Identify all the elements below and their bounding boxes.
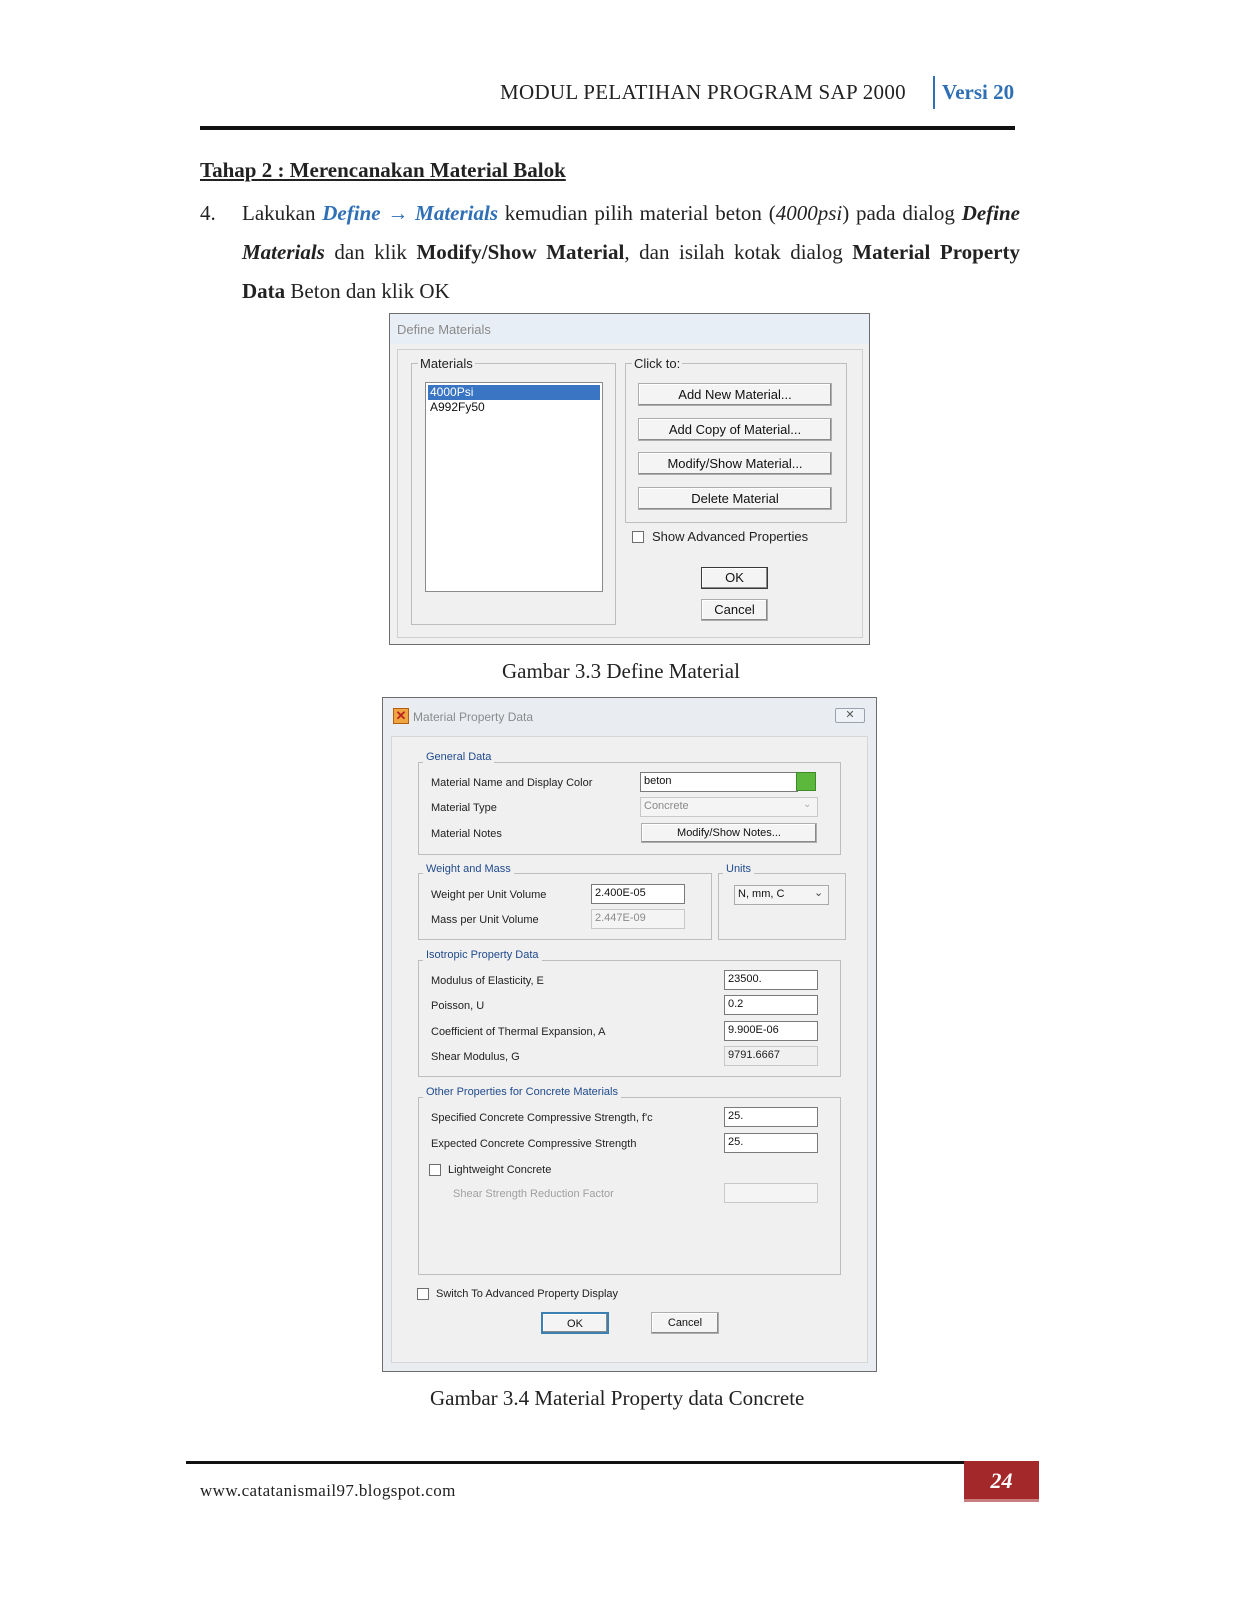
switch-advanced-label: Switch To Advanced Property Display [436, 1288, 618, 1300]
material-type-select[interactable]: Concrete [640, 797, 818, 817]
shear-reduction-label: Shear Strength Reduction Factor [453, 1188, 614, 1200]
material-name-input[interactable]: beton [640, 772, 798, 792]
material-type-label: Material Type [431, 802, 497, 814]
menu-materials: Materials [415, 201, 499, 225]
dialog-title: Define Materials [397, 322, 491, 337]
header-version: Versi 20 [942, 80, 1015, 104]
step-number: 4. [200, 201, 216, 225]
section-title: Tahap 2 : Merencanakan Material Balok [200, 158, 566, 182]
modify-show-material-button[interactable]: Modify/Show Material... [638, 452, 832, 475]
material-name-label: Material Name and Display Color [431, 777, 593, 789]
material-notes-label: Material Notes [431, 828, 502, 840]
shear-modulus-input: 9791.6667 [724, 1046, 818, 1066]
add-copy-material-button[interactable]: Add Copy of Material... [638, 418, 832, 441]
list-item-selected[interactable]: 4000Psi [428, 385, 600, 400]
lightweight-label: Lightweight Concrete [448, 1164, 552, 1176]
poisson-label: Poisson, U [431, 1000, 485, 1012]
dialog-name-define-materials: Define Materials [242, 201, 1021, 264]
header-separator [933, 76, 935, 109]
materials-listbox[interactable] [425, 382, 603, 592]
material-psi: 4000psi [775, 201, 843, 225]
thermal-input[interactable]: 9.900E-06 [724, 1021, 818, 1041]
display-color-swatch[interactable] [796, 772, 816, 791]
text-span: Beton dan klik OK [285, 279, 450, 303]
dialog-title: Material Property Data [413, 710, 534, 724]
text-span: dan klik [324, 240, 417, 264]
page-number: 24 [990, 1468, 1013, 1493]
isotropic-label: Isotropic Property Data [423, 949, 542, 961]
chevron-down-icon: ⌄ [803, 799, 812, 810]
materials-group-label: Materials [420, 356, 473, 371]
list-item[interactable]: A992Fy50 [430, 400, 485, 414]
elasticity-label: Modulus of Elasticity, E [431, 975, 544, 987]
text-span: , dan isilah kotak dialog [624, 240, 853, 264]
show-advanced-checkbox[interactable] [632, 531, 644, 543]
cancel-button[interactable]: Cancel [701, 599, 768, 621]
lightweight-checkbox[interactable] [429, 1164, 441, 1176]
expected-strength-label: Expected Concrete Compressive Strength [431, 1138, 637, 1150]
button-name-modify-show: Modify/Show Material [416, 240, 625, 264]
figure-caption-2: Gambar 3.4 Material Property data Concrete [430, 1386, 805, 1410]
figure-caption-1: Gambar 3.3 Define Material [502, 659, 740, 683]
show-advanced-label: Show Advanced Properties [652, 529, 809, 544]
material-property-dialog [382, 697, 877, 1372]
shear-reduction-input [724, 1183, 818, 1203]
text-span: Lakukan [242, 201, 323, 225]
header-title: MODUL PELATIHAN PROGRAM SAP 2000 [500, 80, 906, 104]
footer-rule [186, 1461, 964, 1464]
arrow: → [380, 201, 416, 225]
step-text [242, 194, 1020, 311]
expected-strength-input[interactable]: 25. [724, 1133, 818, 1153]
delete-material-button[interactable]: Delete Material [638, 487, 832, 510]
mass-input[interactable]: 2.447E-09 [591, 909, 685, 929]
page-number-underline [964, 1499, 1039, 1502]
other-properties-label: Other Properties for Concrete Materials [423, 1086, 621, 1098]
modify-show-notes-button[interactable]: Modify/Show Notes... [641, 823, 817, 843]
dialog-name-material-property: Material Property Data [242, 240, 1020, 303]
thermal-label: Coefficient of Thermal Expansion, A [431, 1026, 606, 1038]
fc-input[interactable]: 25. [724, 1107, 818, 1127]
ok-button[interactable]: OK [541, 1312, 609, 1334]
weight-input[interactable]: 2.400E-05 [591, 884, 685, 904]
mass-label: Mass per Unit Volume [431, 914, 539, 926]
click-to-group-label: Click to: [634, 356, 681, 371]
weight-mass-label: Weight and Mass [423, 863, 514, 875]
elasticity-input[interactable]: 23500. [724, 970, 818, 990]
add-new-material-button[interactable]: Add New Material... [638, 383, 832, 406]
fc-label: Specified Concrete Compressive Strength, f'c [431, 1112, 653, 1124]
menu-define: Define [322, 201, 381, 225]
header-rule [200, 126, 1015, 130]
cancel-button[interactable]: Cancel [651, 1312, 719, 1334]
poisson-input[interactable]: 0.2 [724, 995, 818, 1015]
text-span: kemudian pilih material beton ( [498, 201, 776, 225]
chevron-down-icon: ⌄ [814, 887, 824, 899]
step-paragraph [200, 194, 1020, 311]
app-icon: ✕ [393, 708, 409, 724]
weight-label: Weight per Unit Volume [431, 889, 547, 901]
close-icon[interactable]: ✕ [835, 708, 865, 723]
switch-advanced-checkbox[interactable] [417, 1288, 429, 1300]
units-label: Units [723, 863, 754, 875]
general-data-label: General Data [423, 751, 494, 763]
shear-modulus-label: Shear Modulus, G [431, 1051, 520, 1063]
text-span: ) pada dialog [842, 201, 962, 225]
footer-url: www.catatanismail97.blogspot.com [200, 1481, 456, 1500]
units-select[interactable]: N, mm, C [734, 885, 829, 905]
ok-button[interactable]: OK [701, 567, 768, 589]
units-group [718, 873, 846, 940]
define-materials-dialog [389, 313, 870, 645]
